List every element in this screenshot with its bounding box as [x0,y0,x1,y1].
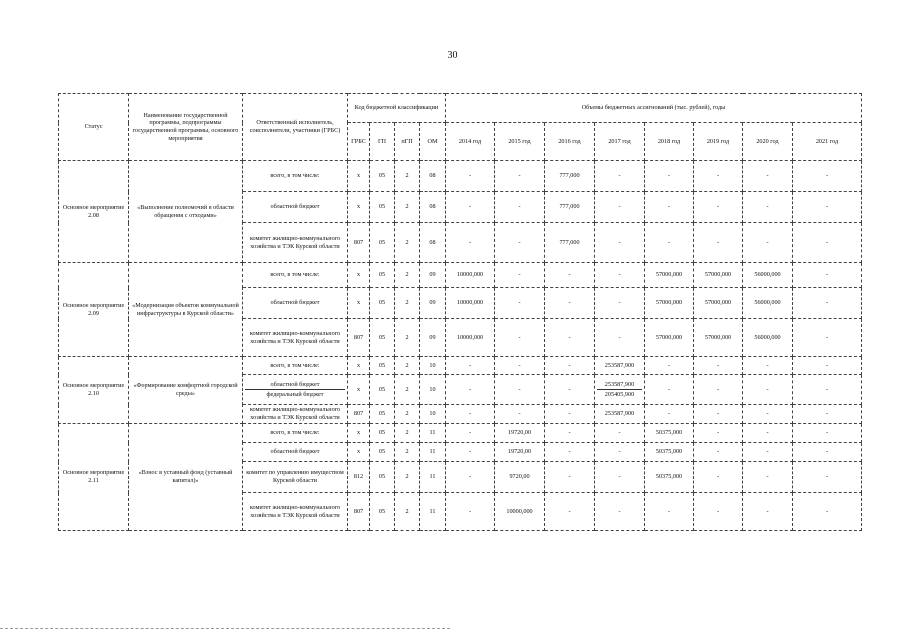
value-cell: - [446,192,495,223]
code-cell-gp: 05 [370,375,395,405]
value-cell: - [545,462,595,493]
code-cell-grbs: 807 [348,493,370,531]
measure-name-cell: «Выполнение полномочий в области обращения с отходами» [129,161,243,263]
value-cell: - [495,192,545,223]
value-cell: - [694,493,743,531]
code-cell-om: 11 [420,462,446,493]
executor-cell: областной бюджет [243,288,348,319]
value-cell: - [446,493,495,531]
value-cell: - [495,223,545,263]
value-cell: - [495,357,545,375]
value-cell: - [446,223,495,263]
header-year: 2019 год [694,123,743,161]
header-executor: Ответственный исполнитель, соисполнители, участники (ГРБС) [243,94,348,161]
value-cell: - [645,192,694,223]
code-cell-om: 10 [420,405,446,424]
value-cell: - [545,319,595,357]
value-cell: - [446,443,495,462]
value-cell: - [545,357,595,375]
executor-cell: областной бюджет [243,192,348,223]
executor-cell: комитет по управлению имуществом Курской области [243,462,348,493]
code-cell-om: 08 [420,192,446,223]
value-cell: - [495,288,545,319]
code-cell-gp: 05 [370,288,395,319]
code-cell-gp: 05 [370,319,395,357]
value-cell: - [694,357,743,375]
code-cell-om: 09 [420,288,446,319]
value-cell: - [645,375,694,405]
value-cell: - [645,357,694,375]
executor-cell: всего, в том числе: [243,424,348,443]
code-cell-gp: 05 [370,263,395,288]
value-cell: - [545,263,595,288]
status-cell: Основное мероприятие 2.08 [59,161,129,263]
value-cell: - [793,357,862,375]
value-cell: - [595,493,645,531]
value-cell: 253587,900 [595,405,645,424]
page-number: 30 [447,50,458,61]
value-cell: 50375,000 [645,424,694,443]
code-cell-gp: 05 [370,424,395,443]
code-cell-pgp: 2 [395,405,420,424]
code-cell-pgp: 2 [395,263,420,288]
value-cell: 56000,000 [743,288,793,319]
header-year: 2016 год [545,123,595,161]
value-cell: - [595,288,645,319]
value-cell: - [545,443,595,462]
value-cell: 777,000 [545,192,595,223]
header-year: 2020 год [743,123,793,161]
value-cell: - [793,192,862,223]
executor-cell [243,375,348,405]
table-row [59,357,862,375]
value-cell: - [793,319,862,357]
value-cell: - [595,192,645,223]
status-cell: Основное мероприятие 2.11 [59,424,129,531]
status-cell: Основное мероприятие 2.10 [59,357,129,424]
value-cell: - [793,462,862,493]
code-cell-pgp: 2 [395,319,420,357]
page-bottom-rule [0,628,450,629]
code-cell-om: 09 [420,263,446,288]
value-cell: - [645,161,694,192]
code-cell-om: 10 [420,375,446,405]
value-cell: - [743,192,793,223]
code-cell-grbs: 812 [348,462,370,493]
value-cell: 253587,900 [595,357,645,375]
code-cell-grbs: х [348,161,370,192]
executor-cell: всего, в том числе: [243,161,348,192]
value-cell: - [793,405,862,424]
code-cell-om: 09 [420,319,446,357]
executor-line: областной бюджет [245,381,345,390]
measure-name-cell: «Формирование комфортной городской среды» [129,357,243,424]
value-cell: - [743,357,793,375]
value-cell: - [446,357,495,375]
header-status: Статус [59,94,129,161]
table-row [59,161,862,192]
code-cell-grbs: х [348,288,370,319]
executor-line: федеральный бюджет [266,390,324,398]
value-cell: 10000,000 [446,263,495,288]
value-cell: - [595,319,645,357]
value-cell: - [545,493,595,531]
value-cell: - [793,263,862,288]
value-cell: 56000,000 [743,319,793,357]
value-cell: - [446,405,495,424]
code-cell-gp: 05 [370,462,395,493]
code-cell-om: 08 [420,223,446,263]
value-cell: 19720,00 [495,424,545,443]
value-cell: - [694,443,743,462]
executor-cell: комитет жилищно-коммунального хозяйства и ТЭК Курской области [243,493,348,531]
executor-cell: всего, в том числе: [243,357,348,375]
value-cell: - [694,223,743,263]
code-cell-pgp: 2 [395,424,420,443]
value-cell: - [743,493,793,531]
code-cell-grbs: х [348,375,370,405]
code-cell-pgp: 2 [395,493,420,531]
value-cell: - [545,405,595,424]
code-cell-pgp: 2 [395,357,420,375]
value-cell: 19720,00 [495,443,545,462]
value-cell: - [743,405,793,424]
status-cell: Основное мероприятие 2.09 [59,263,129,357]
code-cell-pgp: 2 [395,288,420,319]
value-cell: - [793,161,862,192]
measure-name-cell: «Взнос в уставный фонд (уставный капитал)» [129,424,243,531]
header-year: 2017 год [595,123,645,161]
budget-table [58,93,862,531]
code-cell-pgp: 2 [395,375,420,405]
value-cell: - [495,405,545,424]
value-cell: 777,000 [545,161,595,192]
code-cell-gp: 05 [370,443,395,462]
value-line: 253587,900 [597,381,642,390]
value-cell: - [495,161,545,192]
code-cell-pgp: 2 [395,192,420,223]
header-code-om: ОМ [420,123,446,161]
value-cell: 10000,000 [446,319,495,357]
header-budget-code: Код бюджетной классификации [348,94,446,123]
value-cell: - [446,161,495,192]
value-cell: - [495,263,545,288]
value-cell: 57000,000 [694,263,743,288]
value-cell: - [743,161,793,192]
code-cell-gp: 05 [370,161,395,192]
header-volumes: Объемы бюджетных ассигнований (тыс. рублей), годы [446,94,862,123]
value-cell: - [743,223,793,263]
value-cell: 777,000 [545,223,595,263]
value-cell: - [793,424,862,443]
header-code-pgp: пГП [395,123,420,161]
value-cell: 10000,000 [495,493,545,531]
value-cell: 57000,000 [645,288,694,319]
code-cell-pgp: 2 [395,462,420,493]
code-cell-gp: 05 [370,223,395,263]
code-cell-om: 11 [420,493,446,531]
value-cell: - [645,223,694,263]
header-year: 2014 год [446,123,495,161]
code-cell-grbs: х [348,443,370,462]
value-cell: - [694,192,743,223]
value-line: 205405,900 [604,390,635,398]
value-cell: - [743,462,793,493]
table-body [59,161,862,531]
code-cell-gp: 05 [370,357,395,375]
value-cell: - [595,223,645,263]
value-cell: - [793,493,862,531]
value-cell: - [595,424,645,443]
value-cell: - [694,424,743,443]
value-cell: 57000,000 [694,319,743,357]
table-row [59,424,862,443]
code-cell-grbs: х [348,424,370,443]
value-cell: - [595,443,645,462]
value-cell: - [743,443,793,462]
value-cell: - [595,161,645,192]
executor-cell: областной бюджет [243,443,348,462]
value-cell: - [645,405,694,424]
value-cell: - [743,424,793,443]
value-cell: - [595,462,645,493]
value-cell: 50375,000 [645,462,694,493]
code-cell-grbs: 807 [348,223,370,263]
code-cell-om: 11 [420,424,446,443]
code-cell-pgp: 2 [395,223,420,263]
value-cell: 57000,000 [645,319,694,357]
value-cell: - [793,288,862,319]
executor-cell: комитет жилищно-коммунального хозяйства и ТЭК Курской области [243,319,348,357]
value-cell: 56000,000 [743,263,793,288]
executor-cell: комитет жилищно-коммунального хозяйства и ТЭК Курской области [243,223,348,263]
value-cell: - [545,424,595,443]
value-cell: - [595,263,645,288]
value-cell: 10000,000 [446,288,495,319]
header-code-grbs: ГРБС [348,123,370,161]
table-row [59,263,862,288]
value-cell: - [495,375,545,405]
value-cell: - [545,288,595,319]
code-cell-gp: 05 [370,192,395,223]
measure-name-cell: «Модернизация объектов коммунальной инфраструктуры в Курской области» [129,263,243,357]
code-cell-grbs: 807 [348,319,370,357]
value-cell: - [793,375,862,405]
value-cell: 57000,000 [694,288,743,319]
code-cell-gp: 05 [370,493,395,531]
value-cell: - [694,405,743,424]
code-cell-gp: 05 [370,405,395,424]
value-cell: - [793,223,862,263]
header-code-gp: ГП [370,123,395,161]
value-cell: - [446,462,495,493]
code-cell-grbs: х [348,192,370,223]
value-cell: - [694,375,743,405]
header-name: Наименование государственной программы, подпрограммы государственной программы, основного мероприятия [129,94,243,161]
value-cell: - [694,161,743,192]
code-cell-pgp: 2 [395,161,420,192]
code-cell-grbs: 807 [348,405,370,424]
code-cell-om: 08 [420,161,446,192]
code-cell-pgp: 2 [395,443,420,462]
executor-cell: комитет жилищно-коммунального хозяйства и ТЭК Курской области [243,405,348,424]
executor-cell: всего, в том числе: [243,263,348,288]
value-cell: - [446,375,495,405]
value-cell: - [545,375,595,405]
value-cell: - [495,319,545,357]
table-header [59,94,862,161]
header-year: 2015 год [495,123,545,161]
value-cell: - [793,443,862,462]
value-cell: 50375,000 [645,443,694,462]
value-cell [595,375,645,405]
value-cell: - [743,375,793,405]
value-cell: 9720,00 [495,462,545,493]
value-cell: - [446,424,495,443]
code-cell-om: 11 [420,443,446,462]
value-cell: - [645,493,694,531]
value-cell: 57000,000 [645,263,694,288]
code-cell-grbs: х [348,357,370,375]
code-cell-grbs: х [348,263,370,288]
header-year: 2021 год [793,123,862,161]
value-cell: - [694,462,743,493]
code-cell-om: 10 [420,357,446,375]
header-year: 2018 год [645,123,694,161]
